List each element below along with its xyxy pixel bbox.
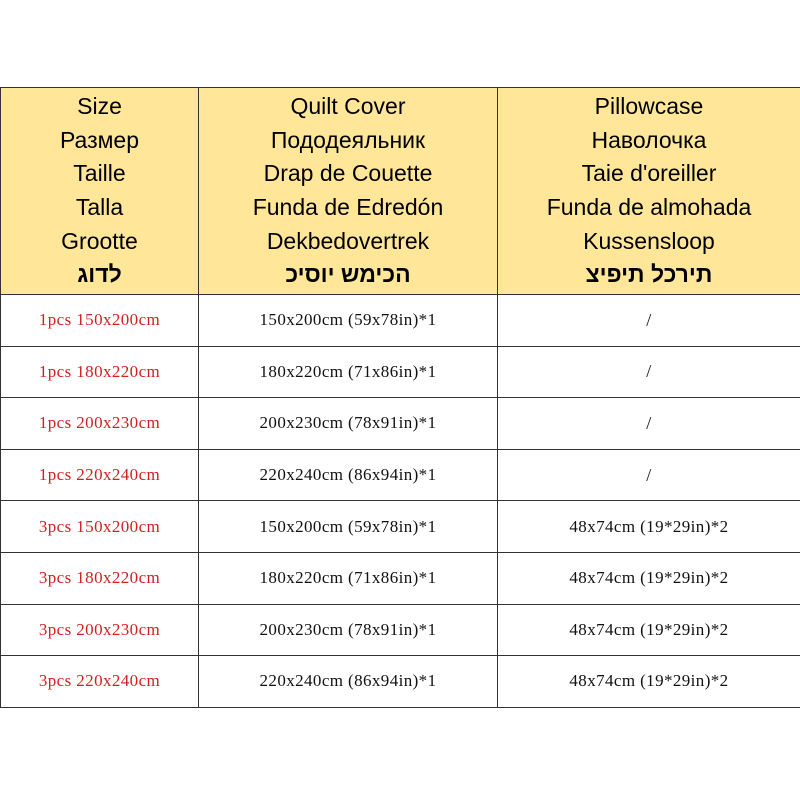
table-row [1, 552, 800, 604]
pillowcase-cell: / [498, 398, 800, 450]
size-cell: 3pcs 220x240cm [1, 656, 199, 708]
header-quilt-line: Drap de Couette [263, 160, 433, 187]
size-cell: 1pcs 220x240cm [1, 449, 199, 501]
pillowcase-cell: 48x74cm (19*29in)*2 [498, 501, 800, 553]
quilt-cover-cell: 220x240cm (86x94in)*1 [199, 449, 498, 501]
size-cell: 3pcs 150x200cm [1, 501, 199, 553]
pillowcase-cell: / [498, 346, 800, 398]
quilt-cover-cell: 200x230cm (78x91in)*1 [199, 398, 498, 450]
header-pillow-line: Funda de almohada [546, 194, 752, 220]
header-quilt-line: Funda de Edredón [252, 194, 444, 220]
header-quilt-line: Quilt Cover [290, 93, 406, 120]
quilt-cover-cell: 220x240cm (86x94in)*1 [199, 656, 498, 708]
size-chart-table [0, 87, 800, 708]
table-row [1, 604, 800, 656]
header-pillow-line: Наволочка [591, 126, 707, 153]
size-cell: 1pcs 200x230cm [1, 398, 199, 450]
header-row [1, 88, 800, 295]
quilt-cover-cell: 150x200cm (59x78in)*1 [199, 501, 498, 553]
header-quilt-line: Dekbedovertrek [266, 227, 430, 254]
size-cell: 3pcs 180x220cm [1, 552, 199, 604]
header-pillow-line: תירכל תיפיצ [585, 261, 713, 288]
header-size-line: Размер [59, 126, 140, 153]
header-pillowcase [498, 88, 800, 295]
size-cell: 3pcs 200x230cm [1, 604, 199, 656]
header-size-line: לדוג [77, 261, 122, 288]
header-size-line: Size [77, 93, 122, 120]
size-cell: 1pcs 150x200cm [1, 295, 199, 347]
header-size-line: Taille [73, 160, 126, 187]
quilt-cover-cell: 180x220cm (71x86in)*1 [199, 552, 498, 604]
pillowcase-cell: 48x74cm (19*29in)*2 [498, 552, 800, 604]
pillowcase-cell: / [498, 295, 800, 347]
header-size [1, 88, 199, 295]
table-row [1, 398, 800, 450]
table-row [1, 501, 800, 553]
table-row [1, 656, 800, 708]
header-quilt-line: Пододеяльник [270, 126, 426, 153]
header-pillow-line: Pillowcase [594, 93, 704, 120]
header-pillow-line: Kussensloop [583, 227, 715, 254]
table-row [1, 346, 800, 398]
header-size-line: Talla [75, 194, 124, 220]
quilt-cover-cell: 200x230cm (78x91in)*1 [199, 604, 498, 656]
header-quilt-line: הכימש יוסיכ [285, 261, 411, 288]
header-quilt-cover [199, 88, 498, 295]
quilt-cover-cell: 150x200cm (59x78in)*1 [199, 295, 498, 347]
pillowcase-cell: / [498, 449, 800, 501]
header-pillow-line: Taie d'oreiller [581, 160, 717, 187]
pillowcase-cell: 48x74cm (19*29in)*2 [498, 604, 800, 656]
pillowcase-cell: 48x74cm (19*29in)*2 [498, 656, 800, 708]
quilt-cover-cell: 180x220cm (71x86in)*1 [199, 346, 498, 398]
header-size-line: Grootte [61, 227, 138, 254]
table-row [1, 295, 800, 347]
table-row [1, 449, 800, 501]
size-cell: 1pcs 180x220cm [1, 346, 199, 398]
